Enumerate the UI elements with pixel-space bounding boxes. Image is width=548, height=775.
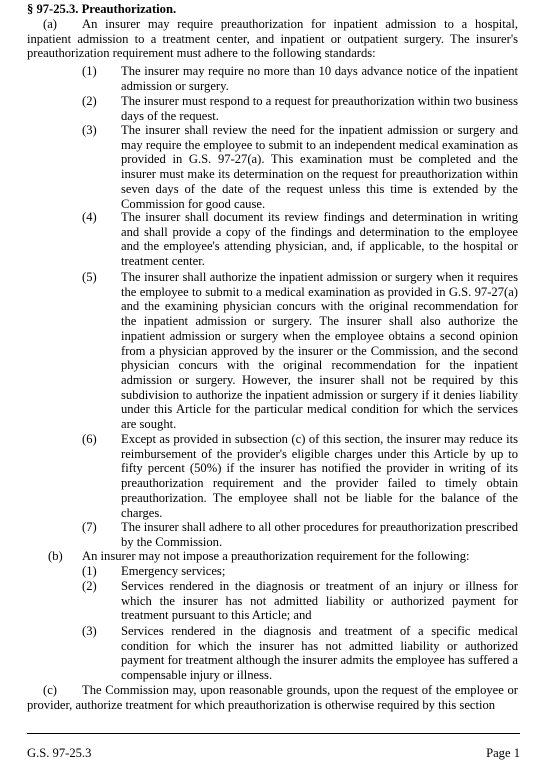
footer-citation: G.S. 97-25.3: [27, 746, 92, 760]
item-number: (4): [82, 210, 97, 224]
item-number: (5): [82, 270, 97, 284]
item-text: The insurer shall document its review findings and determination in writing and shall provide a copy of the findings and determination to the employee and the employee's attending physician, and, if applicable, to the hospital or treatment center.: [121, 210, 518, 269]
item-number: (2): [82, 94, 97, 108]
item-number: (3): [82, 123, 97, 137]
subsection-a-intro: [27, 17, 518, 61]
subsection-c-text: The Commission may, upon reasonable grounds, upon the request of the employee or provider, authorize treatment for which preauthorization is otherwise required by this section: [27, 683, 518, 712]
item-number: (7): [82, 520, 97, 534]
subsection-a-mark: (a): [43, 17, 57, 31]
subsection-c: [27, 683, 518, 712]
item-text: Services rendered in the diagnosis and treatment of a specific medical condition for which the insurer has not admitted liability or authorized payment for treatment although the insurer admits the employee has suffered a compensable injury or illness.: [121, 624, 518, 683]
item-text: Services rendered in the diagnosis or treatment of an injury or illness for which the insurer has not admitted liability or authorized payment for treatment pursuant to this Article; and: [121, 579, 518, 623]
item-number: (1): [82, 564, 97, 578]
section-heading: § 97-25.3. Preauthorization.: [27, 2, 177, 16]
item-text: Emergency services;: [121, 564, 226, 578]
item-text: Except as provided in subsection (c) of this section, the insurer may reduce its reimbursement of the provider's eligible charges under this Article by up to fifty percent (50%) if the insurer has notified the provider in writing of its preauthorization requirement and the provider failed to timely obtain preauthorization. The employee shall not be liable for the balance of the charges.: [121, 432, 518, 520]
item-text: The insurer shall adhere to all other procedures for preauthorization prescribed by the Commission.: [121, 520, 518, 549]
subsection-a-text: An insurer may require preauthorization for inpatient admission to a hospital, inpatient admission to a treatment center, and inpatient or outpatient surgery. The insurer's preauthorization requirement must adhere to the following standards:: [27, 17, 518, 61]
subsection-c-mark: (c): [43, 683, 57, 697]
item-text: The insurer may require no more than 10 days advance notice of the inpatient admission or surgery.: [121, 64, 518, 93]
item-number: (6): [82, 432, 97, 446]
item-number: (3): [82, 624, 97, 638]
item-number: (1): [82, 64, 97, 78]
footer-divider: [27, 733, 520, 734]
item-number: (2): [82, 579, 97, 593]
subsection-b-text: An insurer may not impose a preauthorization requirement for the following:: [82, 549, 470, 563]
item-text: The insurer must respond to a request for preauthorization within two business days of the request.: [121, 94, 518, 123]
page-number: Page 1: [486, 746, 520, 760]
item-text: The insurer shall review the need for the inpatient admission or surgery and may require the employee to submit to an independent medical examination as provided in G.S. 97-27(a). This examination must be completed and the insurer must make its determination on the request for preauthorization within seven days of the date of the request unless this time is extended by the Commission for good cause.: [121, 123, 518, 211]
item-text: The insurer shall authorize the inpatient admission or surgery when it requires the employee to submit to a medical examination as provided in G.S. 97-27(a) and the examining physician concurs with the original recommendation for the inpatient admission or surgery. The insurer shall also authorize the inpatient admission or surgery when the employee obtains a second opinion from a physician approved by the insurer or the Commission, and the second physician concurs with the original recommendation for the inpatient admission or surgery. However, the insurer shall not be required by this subdivision to authorize the inpatient admission or surgery if it denies liability under this Article for the particular medical condition for which the services are sought.: [121, 270, 518, 432]
subsection-b-mark: (b): [48, 549, 63, 563]
